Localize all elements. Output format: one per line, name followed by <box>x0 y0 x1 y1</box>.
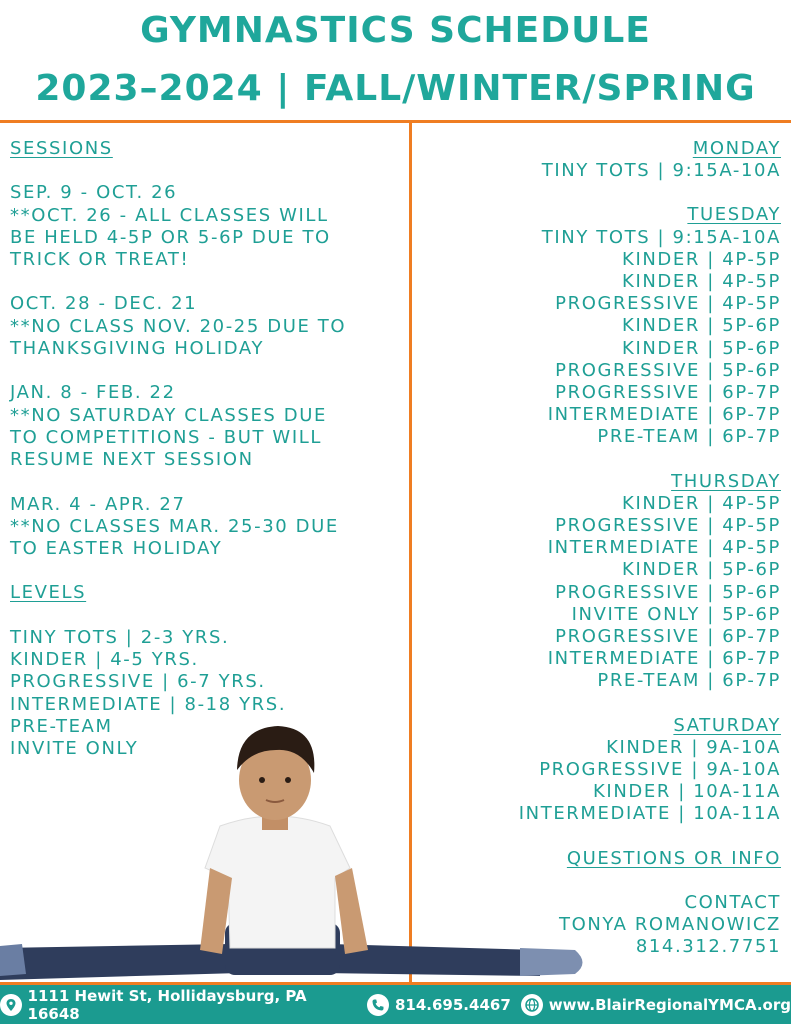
session-note: BE HELD 4-5P OR 5-6P DUE TO <box>10 226 331 248</box>
address-text: 1111 Hewit St, Hollidaysburg, PA 16648 <box>27 986 307 1023</box>
class-entry: TINY TOTS | 9:15A-10A <box>541 160 781 182</box>
schedule-column <box>401 138 781 959</box>
contact-phone: 814.312.7751 <box>635 936 781 958</box>
session-note: **OCT. 26 - ALL CLASSES WILL <box>10 204 329 226</box>
class-entry: KINDER | 5P-6P <box>622 315 781 337</box>
class-entry: PROGRESSIVE | 6P-7P <box>555 382 781 404</box>
level-item: PROGRESSIVE | 6-7 YRS. <box>10 671 266 693</box>
level-item: TINY TOTS | 2-3 YRS. <box>10 626 230 648</box>
session-dates: OCT. 28 - DEC. 21 <box>10 293 198 315</box>
class-entry: PROGRESSIVE | 9A-10A <box>539 759 781 781</box>
class-entry: TINY TOTS | 9:15A-10A <box>541 226 781 248</box>
class-entry: INVITE ONLY | 5P-6P <box>571 603 781 625</box>
phone-icon <box>367 994 389 1016</box>
top-divider <box>0 120 791 123</box>
session-dates: JAN. 8 - FEB. 22 <box>10 382 176 404</box>
day-monday <box>401 138 781 182</box>
day-saturday <box>401 715 781 826</box>
class-entry: KINDER | 4P-5P <box>622 248 781 270</box>
level-item: KINDER | 4-5 YRS. <box>10 649 199 671</box>
session-note: TO EASTER HOLIDAY <box>10 538 223 560</box>
session-note: THANKSGIVING HOLIDAY <box>10 338 265 360</box>
footer-phone[interactable] <box>367 994 511 1016</box>
session-block <box>10 382 405 471</box>
globe-icon <box>521 994 543 1016</box>
session-note: **NO SATURDAY CLASSES DUE <box>10 404 327 426</box>
footer-website[interactable] <box>521 994 791 1016</box>
website-link[interactable]: www.BlairRegionalYMCA.org <box>548 995 791 1014</box>
class-entry: PROGRESSIVE | 5P-6P <box>555 359 781 381</box>
day-tuesday <box>401 204 781 448</box>
session-note: TO COMPETITIONS - BUT WILL <box>10 426 322 448</box>
session-note: **NO CLASS NOV. 20-25 DUE TO <box>10 315 347 337</box>
sessions-heading: SESSIONS <box>10 138 113 159</box>
session-block <box>10 182 405 271</box>
class-entry: PRE-TEAM | 6P-7P <box>597 426 781 448</box>
contact-label: CONTACT <box>684 891 781 913</box>
level-item: INVITE ONLY <box>10 738 139 760</box>
class-entry: KINDER | 4P-5P <box>622 492 781 514</box>
session-note: TRICK OR TREAT! <box>10 249 190 271</box>
footer-address <box>0 987 357 1023</box>
phone-text[interactable]: 814.695.4467 <box>394 995 511 1014</box>
class-entry: PRE-TEAM | 6P-7P <box>597 670 781 692</box>
day-heading: SATURDAY <box>673 714 781 736</box>
contact-name: TONYA ROMANOWICZ <box>558 914 781 936</box>
class-entry: INTERMEDIATE | 4P-5P <box>547 537 781 559</box>
day-heading: THURSDAY <box>671 470 781 492</box>
footer-bar <box>0 985 791 1024</box>
session-note: RESUME NEXT SESSION <box>10 449 254 471</box>
contact-section <box>401 848 781 959</box>
class-entry: INTERMEDIATE | 6P-7P <box>547 404 781 426</box>
class-entry: PROGRESSIVE | 5P-6P <box>555 581 781 603</box>
session-dates: SEP. 9 - OCT. 26 <box>10 182 178 204</box>
level-item: PRE-TEAM <box>10 715 113 737</box>
questions-heading: QUESTIONS OR INFO <box>566 847 781 869</box>
page-subtitle: 2023–2024 | FALL/WINTER/SPRING <box>35 68 756 109</box>
class-entry: KINDER | 5P-6P <box>622 559 781 581</box>
page-title: GYMNASTICS SCHEDULE <box>140 10 651 51</box>
levels-list <box>10 627 405 761</box>
session-block <box>10 293 405 360</box>
session-dates: MAR. 4 - APR. 27 <box>10 493 186 515</box>
left-column <box>10 138 405 761</box>
session-block <box>10 494 405 561</box>
level-item: INTERMEDIATE | 8-18 YRS. <box>10 693 287 715</box>
class-entry: PROGRESSIVE | 4P-5P <box>555 293 781 315</box>
class-entry: KINDER | 5P-6P <box>622 337 781 359</box>
day-heading: MONDAY <box>692 138 781 159</box>
session-note: **NO CLASSES MAR. 25-30 DUE <box>10 515 339 537</box>
class-entry: PROGRESSIVE | 4P-5P <box>555 515 781 537</box>
location-pin-icon <box>0 994 22 1016</box>
class-entry: KINDER | 10A-11A <box>593 781 781 803</box>
class-entry: KINDER | 4P-5P <box>622 271 781 293</box>
class-entry: INTERMEDIATE | 10A-11A <box>518 803 781 825</box>
day-thursday <box>401 471 781 693</box>
levels-heading: LEVELS <box>10 582 87 604</box>
day-heading: TUESDAY <box>687 204 781 226</box>
class-entry: KINDER | 9A-10A <box>606 736 781 758</box>
class-entry: INTERMEDIATE | 6P-7P <box>547 648 781 670</box>
class-entry: PROGRESSIVE | 6P-7P <box>555 626 781 648</box>
